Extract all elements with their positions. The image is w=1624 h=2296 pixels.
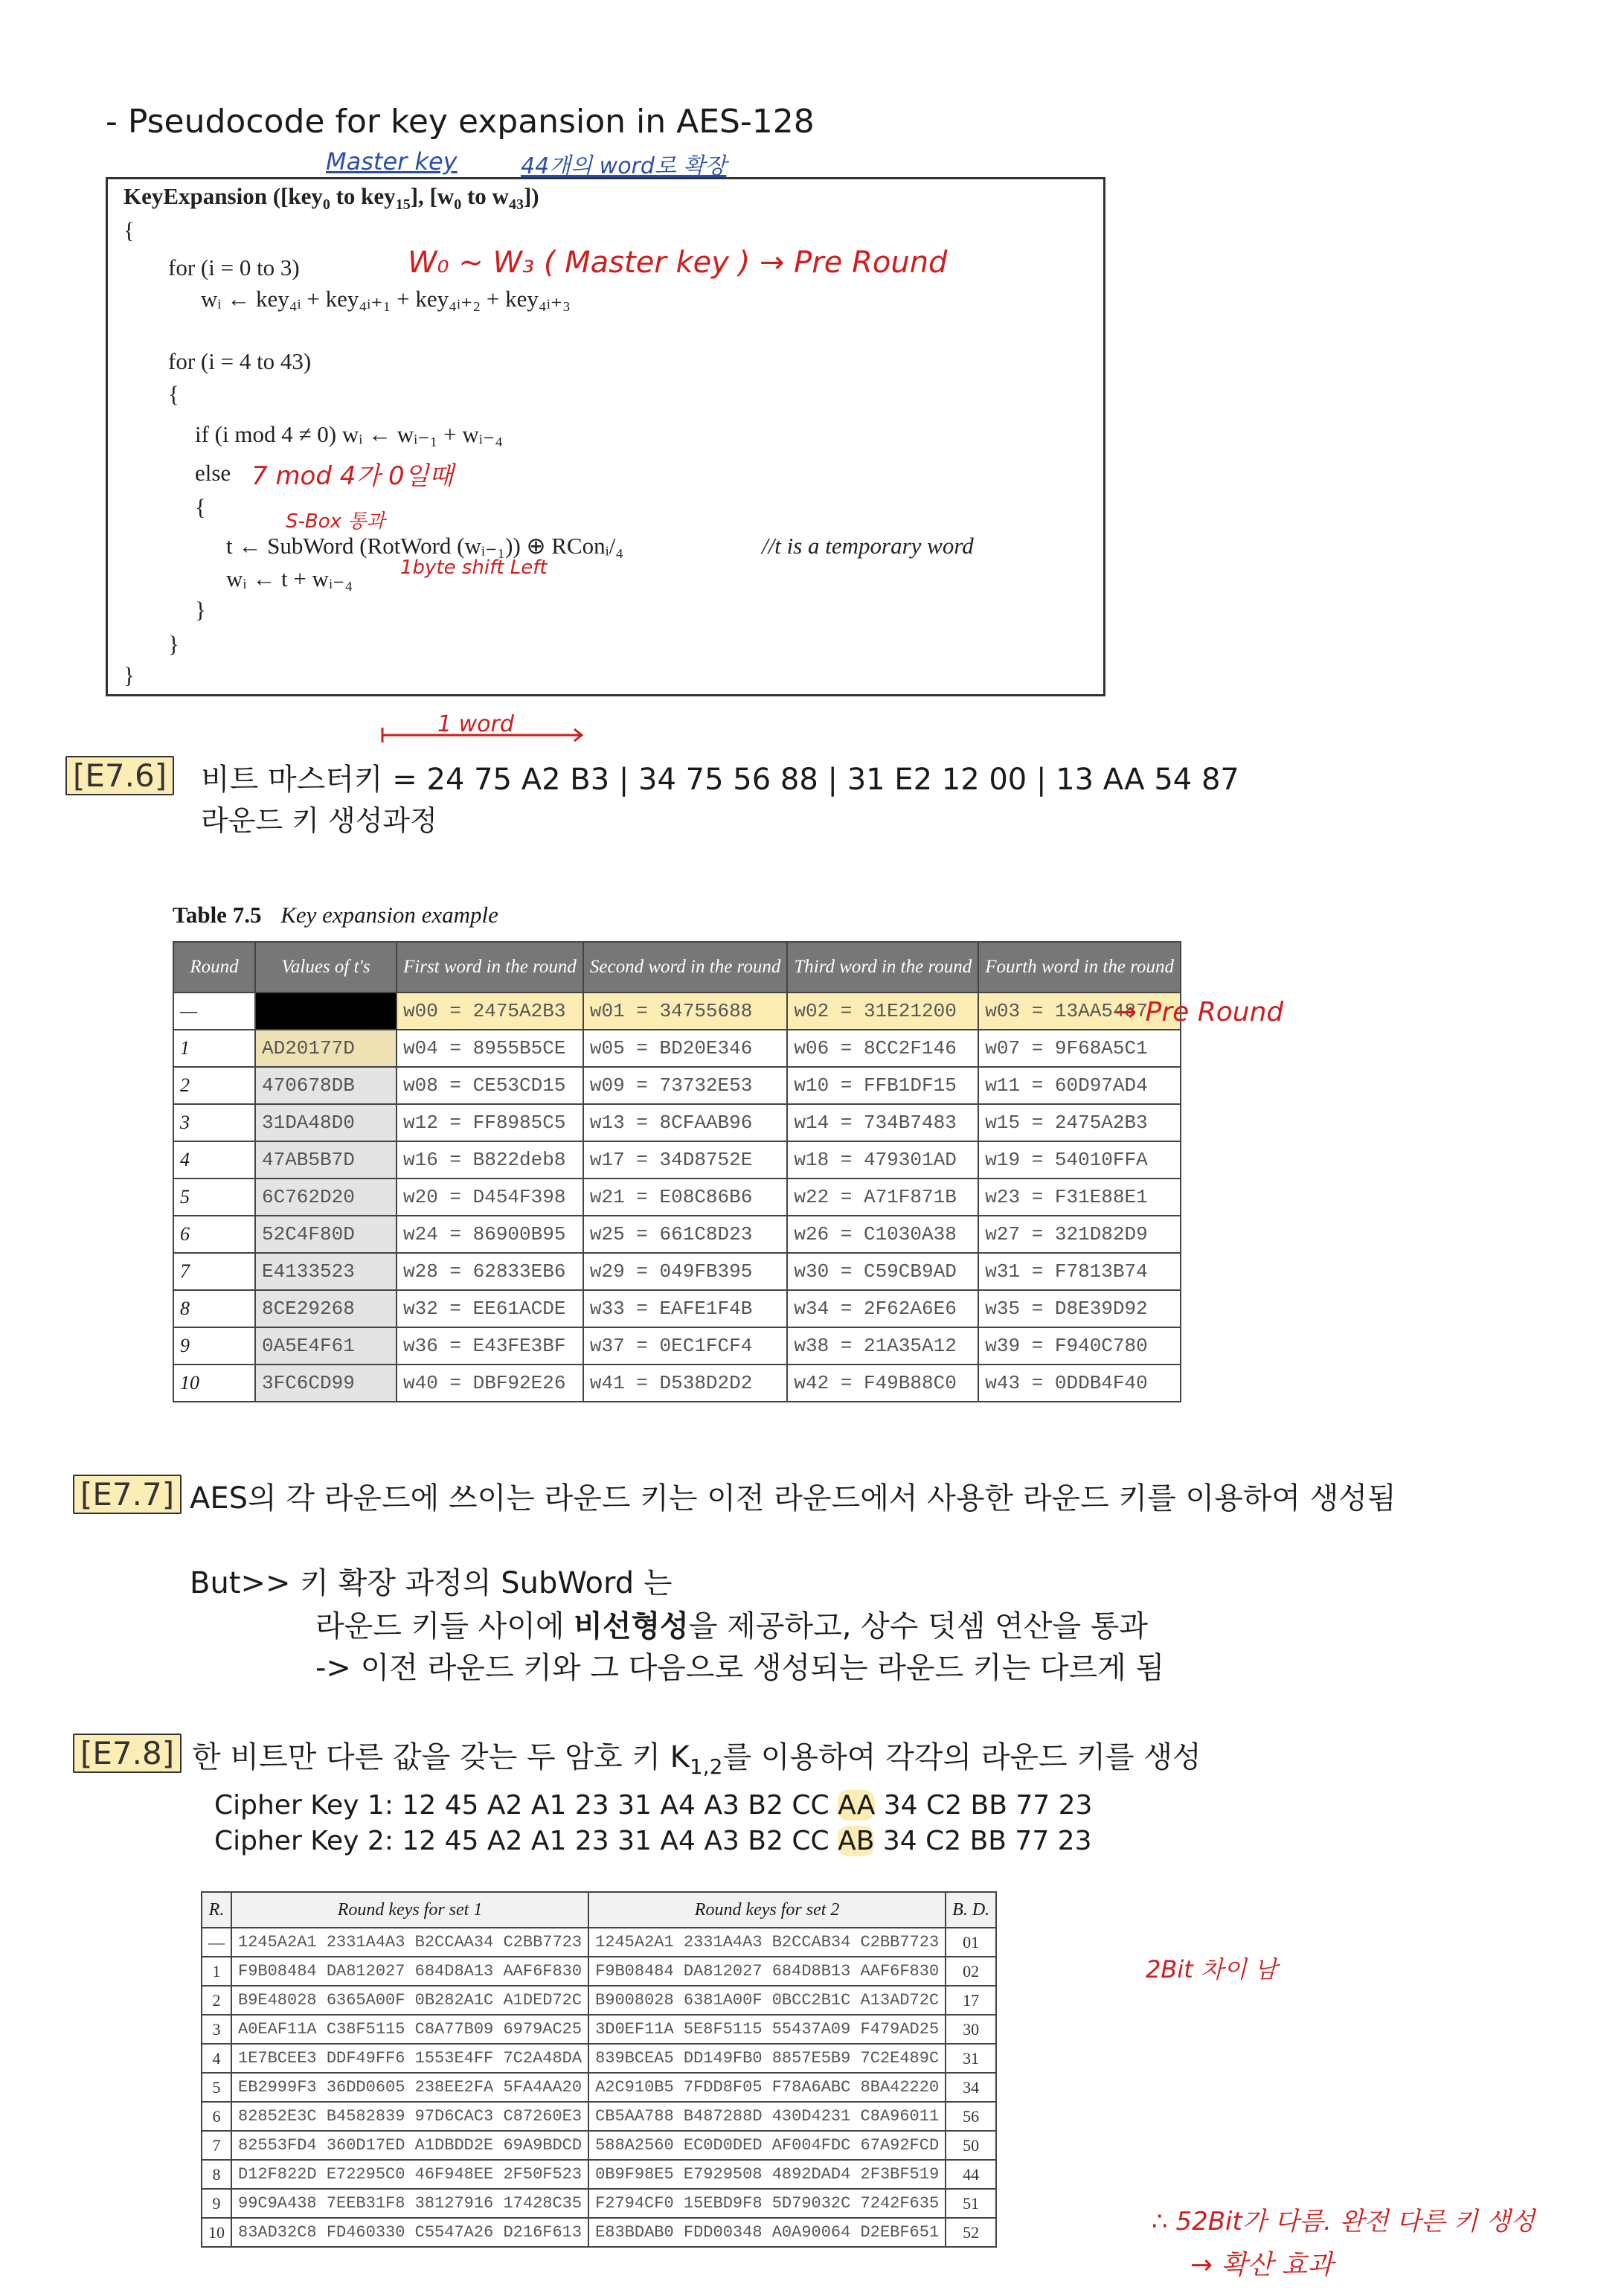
round-cell: 6	[202, 2102, 231, 2131]
t-value-cell: 6C762D20	[255, 1179, 397, 1216]
table-row	[202, 2160, 996, 2189]
code-brace-open: {	[123, 217, 135, 243]
diff-52bit-annotation: ∴ 52Bit가 다름. 완전 다른 키 생성	[1152, 2207, 1535, 2236]
code-brace-open-3: {	[195, 494, 206, 520]
word-cell: w23 = F31E88E1	[978, 1179, 1181, 1216]
e77-but: But>> 키 확장 과정의 SubWord 는	[190, 1566, 673, 1600]
t-value-cell: 31DA48D0	[255, 1104, 397, 1141]
diff-2bit-annotation: 2Bit 차이 남	[1146, 1955, 1277, 1984]
word-cell: w28 = 62833EB6	[397, 1253, 583, 1290]
key-expansion-table	[173, 941, 1181, 1402]
round-cell: 9	[173, 1327, 255, 1365]
round-cell: 8	[173, 1290, 255, 1327]
table-row	[202, 2015, 996, 2044]
round-cell: 8	[202, 2160, 231, 2189]
one-word-arrow	[379, 726, 588, 744]
text-part: 한 비트만 다른 값을 갖는 두 암호 키 K	[192, 1740, 690, 1774]
code-for-1: for (i = 0 to 3)	[168, 254, 300, 280]
set1-cell: 1E7BCEE3 DDF49FF6 1553E4FF 7C2A48DA	[231, 2044, 588, 2073]
word-cell: w26 = C1030A38	[787, 1216, 978, 1253]
code-brace-close: }	[123, 662, 135, 688]
text-part: Cipher Key 1: 12 45 A2 A1 23 31 A4 A3 B2 CC	[214, 1790, 838, 1821]
word-cell: w05 = BD20E346	[583, 1030, 787, 1067]
word-cell: w04 = 8955B5CE	[397, 1030, 583, 1067]
t-value-cell: 52C4F80D	[255, 1216, 397, 1253]
e77-line1: AES의 각 라운드에 쓰이는 라운드 키는 이전 라운드에서 사용한 라운드 키를 이용하여 생성됨	[190, 1481, 1396, 1516]
word-cell: w25 = 661C8D23	[583, 1216, 787, 1253]
set1-cell: 83AD32C8 FD460330 C5547A26 D216F613	[231, 2218, 588, 2247]
master-key-annotation: Master key	[326, 147, 458, 176]
bit-diff-cell: 30	[946, 2015, 996, 2044]
bit-diff-cell: 56	[946, 2102, 996, 2131]
word-cell: w14 = 734B7483	[787, 1104, 978, 1141]
t-value-cell	[255, 993, 397, 1030]
sbox-annotation: S-Box 통과	[286, 510, 385, 533]
word-cell: w22 = A71F871B	[787, 1179, 978, 1216]
word-cell: w35 = D8E39D92	[978, 1290, 1181, 1327]
set2-cell: 0B9F98E5 E7929508 4892DAD4 2F3BF519	[588, 2160, 946, 2189]
t-value-cell: 8CE29268	[255, 1290, 397, 1327]
round-cell: —	[202, 1928, 231, 1957]
diff-byte: AA	[838, 1790, 876, 1821]
word-cell: w40 = DBF92E26	[397, 1365, 583, 1402]
col-header: B. D.	[946, 1892, 996, 1928]
bit-diff-cell: 52	[946, 2218, 996, 2247]
word-cell: w08 = CE53CD15	[397, 1067, 583, 1104]
table-header-row	[173, 942, 1181, 993]
col-header: First word in the round	[397, 942, 583, 993]
col-header: Round	[173, 942, 255, 993]
word-cell: w16 = B822deb8	[397, 1141, 583, 1179]
e77-line2	[315, 1603, 1148, 1645]
round-cell: 2	[202, 1986, 231, 2015]
e76-tag: [E7.6]	[65, 756, 174, 795]
page-heading: - Pseudocode for key expansion in AES-128	[106, 103, 815, 141]
round-cell: 7	[173, 1253, 255, 1290]
table-row	[202, 2131, 996, 2160]
set1-cell: D12F822D E72295C0 46F948EE 2F50F523	[231, 2160, 588, 2189]
table-header-row	[202, 1892, 996, 1928]
set2-cell: E83BDAB0 FDD00348 A0A90064 D2EBF651	[588, 2218, 946, 2247]
set1-cell: F9B08484 DA812027 684D8A13 AAF6F830	[231, 1957, 588, 1986]
bit-diff-cell: 17	[946, 1986, 996, 2015]
code-brace-open-2: {	[168, 381, 179, 407]
word-cell: w20 = D454F398	[397, 1179, 583, 1216]
round-cell: 9	[202, 2189, 231, 2218]
bit-diff-cell: 50	[946, 2131, 996, 2160]
word-cell: w07 = 9F68A5C1	[978, 1030, 1181, 1067]
word-cell: w27 = 321D82D9	[978, 1216, 1181, 1253]
shift-annotation: 1byte shift Left	[400, 557, 548, 579]
sig-part: ], [w	[410, 183, 455, 209]
table-row	[202, 2073, 996, 2102]
table-row	[202, 1928, 996, 1957]
word-cell: w41 = D538D2D2	[583, 1365, 787, 1402]
col-header: R.	[202, 1892, 231, 1928]
word-cell: w24 = 86900B95	[397, 1216, 583, 1253]
round-cell: 4	[173, 1141, 255, 1179]
col-header: Values of t's	[255, 942, 397, 993]
e76-master-key-line: 비트 마스터키 = 24 75 A2 B3 | 34 75 56 88 | 31 E2 12 00 | 13 AA 54 87	[201, 763, 1239, 797]
code-w-t-line: wᵢ ← t + wᵢ₋₄	[226, 565, 353, 591]
table-row	[173, 1290, 1181, 1327]
table-row	[173, 1067, 1181, 1104]
round-cell: 10	[202, 2218, 231, 2247]
table75-caption	[173, 902, 498, 929]
round-cell: 3	[202, 2015, 231, 2044]
code-brace-close-2: }	[168, 631, 179, 657]
table-row	[173, 1327, 1181, 1365]
text-part: 라운드 키들 사이에	[315, 1609, 574, 1644]
bit-diff-cell: 34	[946, 2073, 996, 2102]
set1-cell: B9E48028 6365A00F 0B282A1C A1DED72C	[231, 1986, 588, 2015]
text-part: 34 C2 BB 77 23	[874, 1826, 1092, 1856]
e76-line2: 라운드 키 생성과정	[201, 804, 437, 837]
word-cell: w01 = 34755688	[583, 993, 787, 1030]
col-header: Second word in the round	[583, 942, 787, 993]
one-word-annotation: 1 word	[437, 711, 514, 737]
sig-sub: 0	[454, 196, 462, 214]
sig-sub: 0	[322, 196, 330, 214]
nonlinearity-bold: 비선형성	[574, 1609, 689, 1644]
table-row	[173, 1141, 1181, 1179]
t-value-cell: AD20177D	[255, 1030, 397, 1067]
table-row	[202, 1986, 996, 2015]
round-cell: 1	[202, 1957, 231, 1986]
word-cell: w31 = F7813B74	[978, 1253, 1181, 1290]
t-value-cell: E4133523	[255, 1253, 397, 1290]
set1-cell: 1245A2A1 2331A4A3 B2CCAA34 C2BB7723	[231, 1928, 588, 1957]
code-brace-close-3: }	[195, 597, 206, 623]
set1-cell: EB2999F3 36DD0605 238EE2FA 5FA4AA20	[231, 2073, 588, 2102]
word-cell: w42 = F49B88C0	[787, 1365, 978, 1402]
sig-part: KeyExpansion ([key	[123, 183, 323, 209]
set1-cell: A0EAF11A C38F5115 C8A77B09 6979AC25	[231, 2015, 588, 2044]
sig-part: ])	[523, 183, 539, 209]
word-cell: w17 = 34D8752E	[583, 1141, 787, 1179]
sig-sub: 43	[508, 196, 524, 214]
round-cell: 1	[173, 1030, 255, 1067]
pre-round-annotation: W₀ ~ W₃ ( Master key ) → Pre Round	[408, 246, 948, 280]
code-t-line: t ← SubWord (RotWord (wᵢ₋₁)) ⊕ RConᵢ/₄	[226, 533, 624, 559]
word-cell: w00 = 2475A2B3	[397, 993, 583, 1030]
word-cell: w43 = 0DDB4F40	[978, 1365, 1181, 1402]
e78-tag: [E7.8]	[73, 1734, 182, 1773]
word-cell: w13 = 8CFAAB96	[583, 1104, 787, 1141]
word-cell: w19 = 54010FFA	[978, 1141, 1181, 1179]
t-value-cell: 3FC6CD99	[255, 1365, 397, 1402]
cipher-key-2	[214, 1826, 1091, 1856]
caption-title: Key expansion example	[280, 902, 498, 928]
set2-cell: A2C910B5 7FDD8F05 F78A6ABC 8BA42220	[588, 2073, 946, 2102]
word-cell: w11 = 60D97AD4	[978, 1067, 1181, 1104]
bit-diff-cell: 51	[946, 2189, 996, 2218]
col-header: Round keys for set 2	[588, 1892, 946, 1928]
set1-cell: 82553FD4 360D17ED A1DBDD2E 69A9BDCD	[231, 2131, 588, 2160]
diffusion-annotation: → 확산 효과	[1190, 2250, 1334, 2280]
word-expand-annotation: 44개의 word로 확장	[521, 153, 727, 179]
table-row	[173, 1216, 1181, 1253]
bit-diff-cell: 02	[946, 1957, 996, 1986]
table-row	[202, 2189, 996, 2218]
set2-cell: 3D0EF11A 5E8F5115 55437A09 F479AD25	[588, 2015, 946, 2044]
table-row	[173, 1179, 1181, 1216]
bit-diff-cell: 44	[946, 2160, 996, 2189]
t-value-cell: 0A5E4F61	[255, 1327, 397, 1365]
word-cell: w12 = FF8985C5	[397, 1104, 583, 1141]
code-w-line: wᵢ ← key₄ᵢ + key₄ᵢ₊₁ + key₄ᵢ₊₂ + key₄ᵢ₊₃	[201, 286, 571, 312]
set1-cell: 82852E3C B4582839 97D6CAC3 C87260E3	[231, 2102, 588, 2131]
word-cell: w39 = F940C780	[978, 1327, 1181, 1365]
e77-line3: -> 이전 라운드 키와 그 다음으로 생성되는 라운드 키는 다르게 됨	[315, 1651, 1165, 1685]
word-cell: w09 = 73732E53	[583, 1067, 787, 1104]
text-part: 34 C2 BB 77 23	[875, 1790, 1093, 1821]
col-header: Third word in the round	[787, 942, 978, 993]
round-cell: 2	[173, 1067, 255, 1104]
code-comment: //t is a temporary word	[762, 533, 974, 559]
word-cell: w34 = 2F62A6E6	[787, 1290, 978, 1327]
table-row	[202, 2102, 996, 2131]
table-row	[202, 2218, 996, 2247]
key-expansion-signature	[123, 183, 539, 214]
round-cell: 7	[202, 2131, 231, 2160]
diff-byte: AB	[838, 1826, 875, 1856]
set2-cell: F9B08484 DA812027 684D8B13 AAF6F830	[588, 1957, 946, 1986]
set2-cell: 1245A2A1 2331A4A3 B2CCAB34 C2BB7723	[588, 1928, 946, 1957]
caption-label: Table 7.5	[173, 902, 262, 928]
table-row	[173, 1365, 1181, 1402]
t-value-cell: 470678DB	[255, 1067, 397, 1104]
col-header: Fourth word in the round	[978, 942, 1181, 993]
word-cell: w30 = C59CB9AD	[787, 1253, 978, 1290]
sig-sub: 15	[395, 196, 411, 214]
word-cell: w38 = 21A35A12	[787, 1327, 978, 1365]
round-keys-table	[201, 1891, 997, 2248]
bit-diff-cell: 31	[946, 2044, 996, 2073]
set2-cell: F2794CF0 15EBD9F8 5D79032C 7242F635	[588, 2189, 946, 2218]
set2-cell: CB5AA788 B487288D 430D4231 C8A96011	[588, 2102, 946, 2131]
pre-round-table-annotation: → Pre Round	[1114, 997, 1284, 1027]
set2-cell: 839BCEA5 DD149FB0 8857E5B9 7C2E489C	[588, 2044, 946, 2073]
round-cell: 10	[173, 1365, 255, 1402]
key-subscript: 1,2	[689, 1754, 723, 1779]
t-value-cell: 47AB5B7D	[255, 1141, 397, 1179]
sig-part: to key	[330, 183, 396, 209]
word-cell: w03 = 13AA5487	[978, 993, 1181, 1030]
mod-annotation: 7 mod 4가 0일때	[251, 461, 454, 491]
round-cell: 6	[173, 1216, 255, 1253]
table-row	[202, 1957, 996, 1986]
e77-tag: [E7.7]	[73, 1475, 182, 1514]
round-cell: 5	[173, 1179, 255, 1216]
word-cell: w18 = 479301AD	[787, 1141, 978, 1179]
text-part: 를 이용하여 각각의 라운드 키를 생성	[722, 1740, 1201, 1774]
text-part: Cipher Key 2: 12 45 A2 A1 23 31 A4 A3 B2 CC	[214, 1826, 838, 1856]
bit-diff-cell: 01	[946, 1928, 996, 1957]
set1-cell: 99C9A438 7EEB31F8 38127916 17428C35	[231, 2189, 588, 2218]
table-row	[173, 1253, 1181, 1290]
code-else: else	[195, 460, 231, 486]
code-if-line: if (i mod 4 ≠ 0) wᵢ ← wᵢ₋₁ + wᵢ₋₄	[195, 421, 504, 447]
table-row	[173, 1104, 1181, 1141]
text-part: 을 제공하고, 상수 덧셈 연산을 통과	[688, 1609, 1149, 1644]
e78-line1	[192, 1734, 1201, 1779]
word-cell: w36 = E43FE3BF	[397, 1327, 583, 1365]
round-cell: 3	[173, 1104, 255, 1141]
table-row	[202, 2044, 996, 2073]
word-cell: w33 = EAFE1F4B	[583, 1290, 787, 1327]
word-cell: w02 = 31E21200	[787, 993, 978, 1030]
table-row	[173, 993, 1181, 1030]
word-cell: w06 = 8CC2F146	[787, 1030, 978, 1067]
set2-cell: B9008028 6381A00F 0BCC2B1C A13AD72C	[588, 1986, 946, 2015]
set2-cell: 588A2560 EC0D0DED AF004FDC 67A92FCD	[588, 2131, 946, 2160]
word-cell: w10 = FFB1DF15	[787, 1067, 978, 1104]
code-for-2: for (i = 4 to 43)	[168, 348, 312, 374]
word-cell: w32 = EE61ACDE	[397, 1290, 583, 1327]
cipher-key-1	[214, 1790, 1092, 1821]
word-cell: w37 = 0EC1FCF4	[583, 1327, 787, 1365]
word-cell: w21 = E08C86B6	[583, 1179, 787, 1216]
word-cell: w15 = 2475A2B3	[978, 1104, 1181, 1141]
table-row	[173, 1030, 1181, 1067]
col-header: Round keys for set 1	[231, 1892, 588, 1928]
round-cell: 5	[202, 2073, 231, 2102]
word-cell: w29 = 049FB395	[583, 1253, 787, 1290]
sig-part: to w	[461, 183, 509, 209]
round-cell: —	[173, 993, 255, 1030]
round-cell: 4	[202, 2044, 231, 2073]
